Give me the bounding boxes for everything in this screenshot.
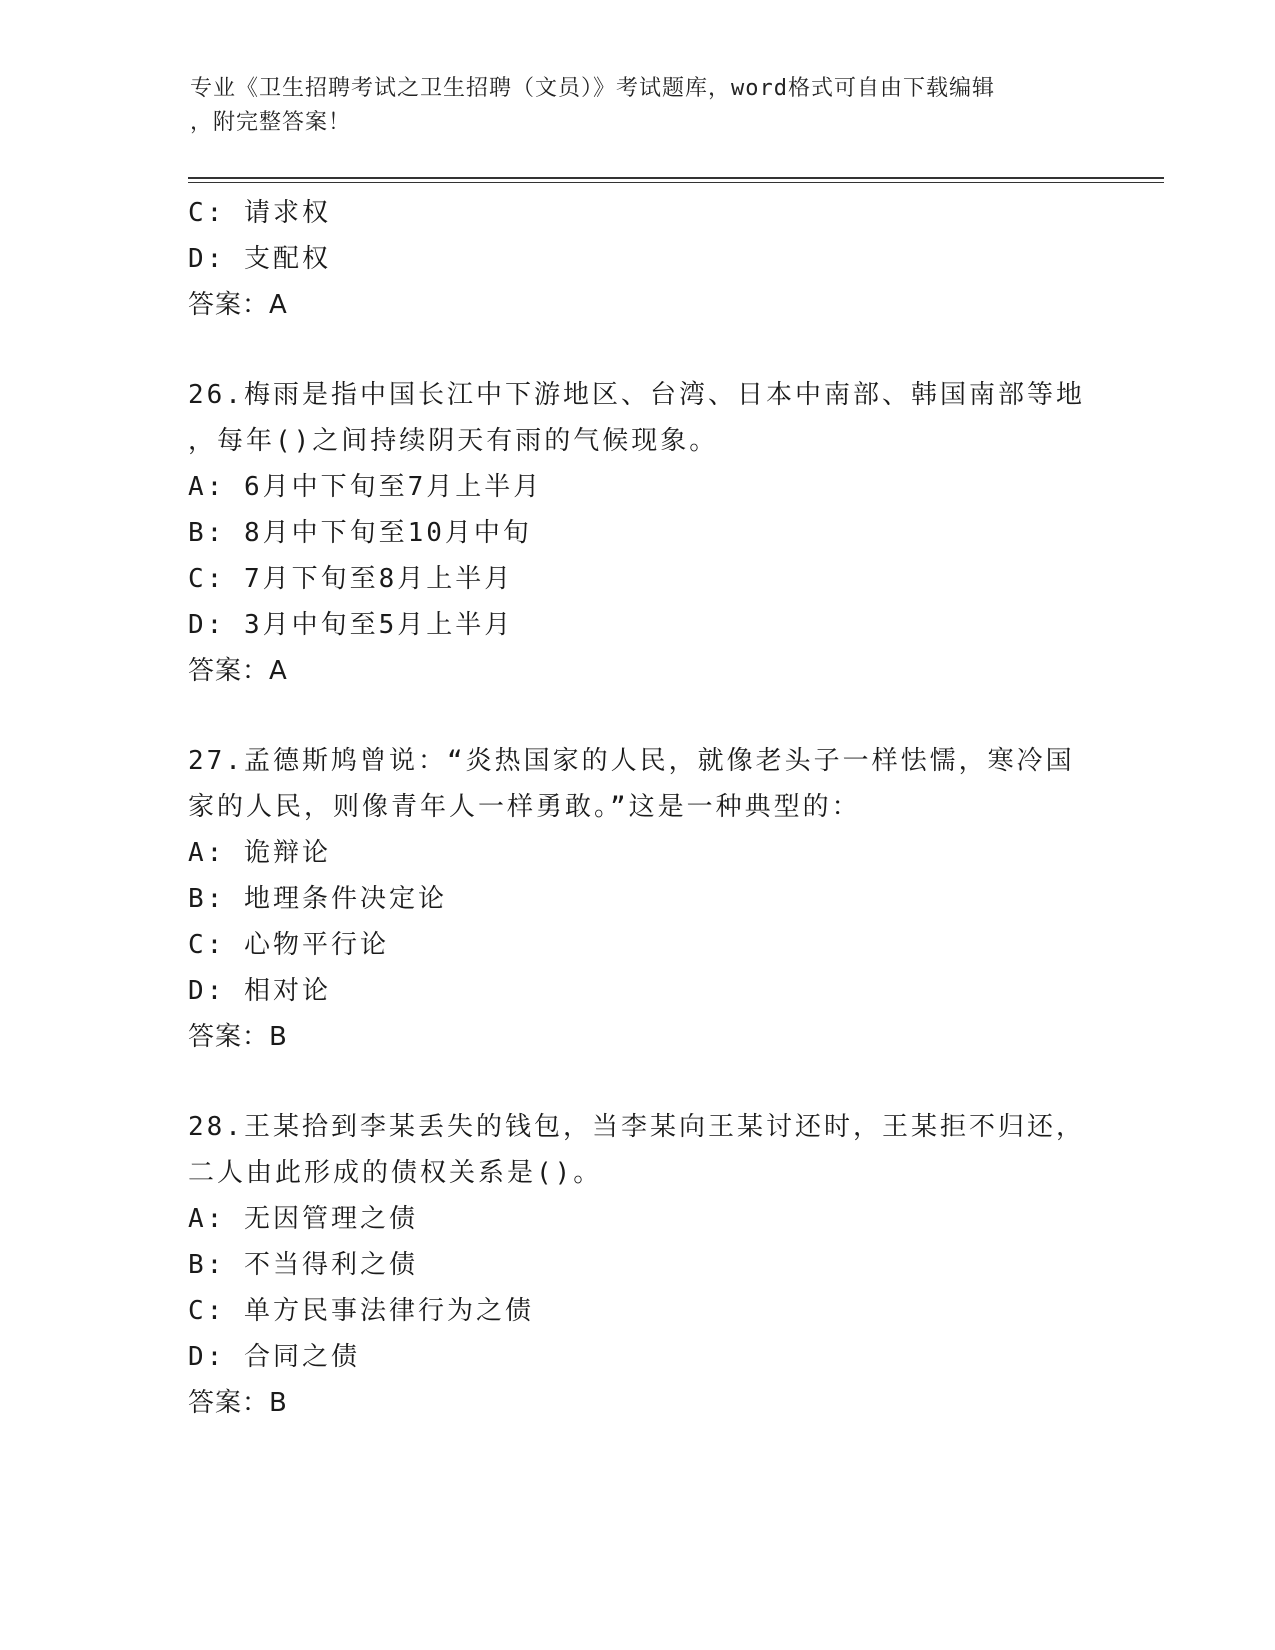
question-27: [188, 738, 1088, 1060]
option: C: 单方民事法律行为之债: [188, 1296, 534, 1326]
answer: 答案：A: [188, 290, 288, 320]
answer: 答案：B: [188, 1388, 288, 1418]
answer: 答案：A: [188, 656, 288, 686]
option: A: 6月中下旬至7月上半月: [188, 472, 543, 502]
question-text: 26.梅雨是指中国长江中下游地区、台湾、日本中南部、韩国南部等地: [188, 380, 1085, 410]
option: B: 8月中下旬至10月中旬: [188, 518, 532, 548]
option: B: 地理条件决定论: [188, 884, 447, 914]
header-line-1: 专业《卫生招聘考试之卫生招聘（文员）》考试题库，word格式可自由下载编辑: [190, 76, 995, 101]
answer: 答案：B: [188, 1022, 288, 1052]
question-28: [188, 1104, 1088, 1426]
question-text: 27.孟德斯鸠曾说：“炎热国家的人民，就像老头子一样怯懦，寒冷国: [188, 746, 1075, 776]
option: C: 7月下旬至8月上半月: [188, 564, 514, 594]
question-text: 二人由此形成的债权关系是()。: [188, 1158, 603, 1188]
document-header: [190, 72, 1090, 140]
header-line-2: ，附完整答案！: [190, 110, 352, 135]
option: D: 相对论: [188, 976, 331, 1006]
header-divider: [188, 177, 1164, 179]
question-26: [188, 372, 1088, 694]
option: D: 3月中旬至5月上半月: [188, 610, 514, 640]
option: A: 无因管理之债: [188, 1204, 418, 1234]
question-list: [188, 190, 1088, 1426]
question-text: 家的人民，则像青年人一样勇敢。”这是一种典型的：: [188, 792, 861, 822]
option: D: 合同之债: [188, 1342, 360, 1372]
question-text: ，每年()之间持续阴天有雨的气候现象。: [188, 426, 719, 456]
header-divider-thin: [188, 182, 1164, 183]
question-text: 28.王某拾到李某丢失的钱包，当李某向王某讨还时，王某拒不归还，: [188, 1112, 1085, 1142]
option: C: 心物平行论: [188, 930, 389, 960]
option: B: 不当得利之债: [188, 1250, 418, 1280]
option: C: 请求权: [188, 198, 331, 228]
prev-question-tail: [188, 190, 1088, 328]
option: A: 诡辩论: [188, 838, 331, 868]
option: D: 支配权: [188, 244, 331, 274]
